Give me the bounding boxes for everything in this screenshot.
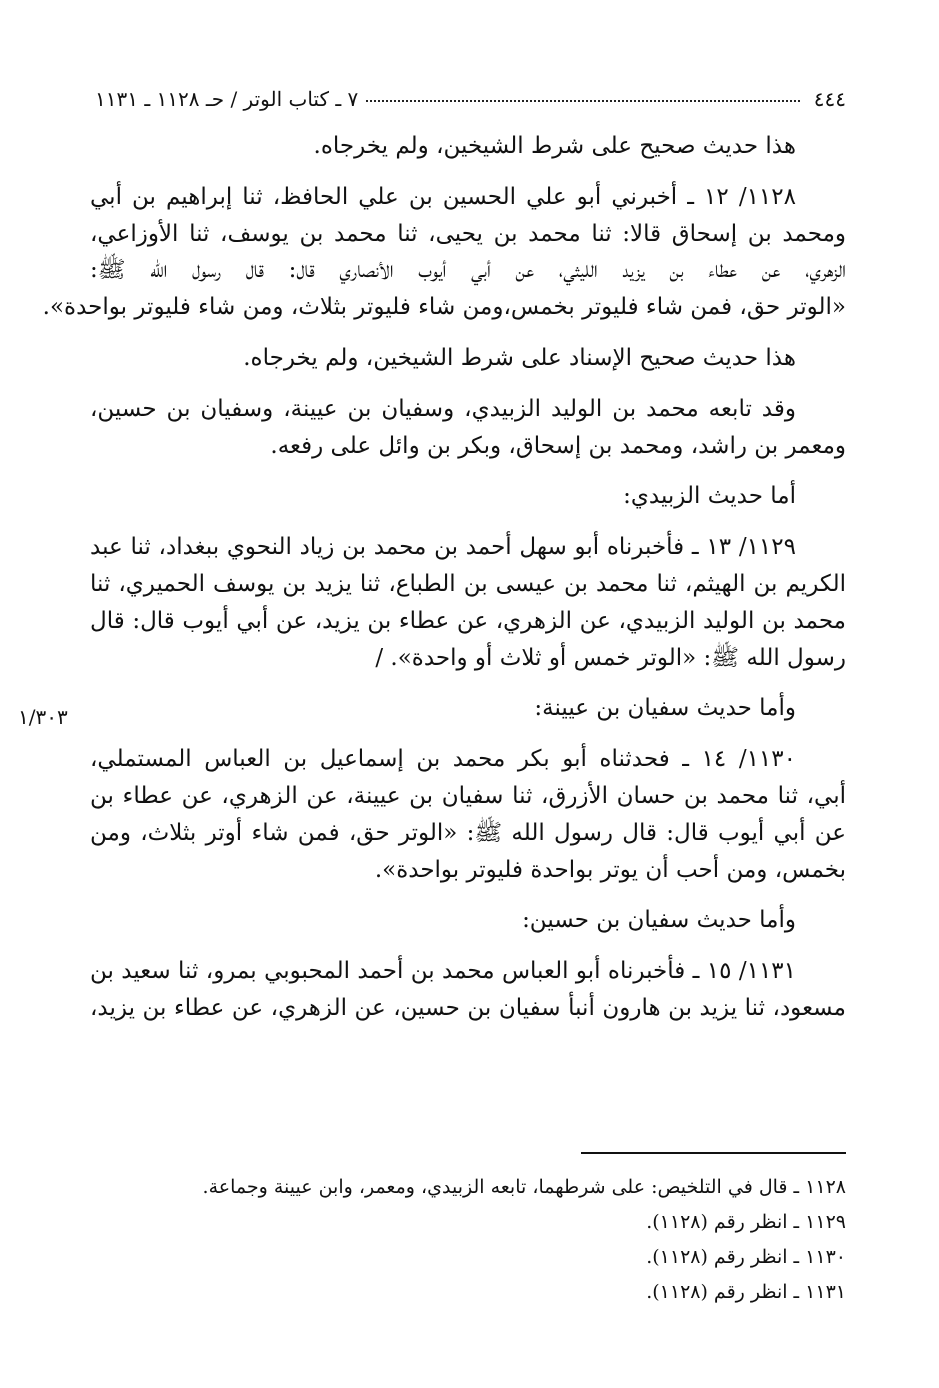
chapter-title: ٧ ـ كتاب الوتر / حـ ١١٢٨ ـ ١١٣١ <box>95 87 359 111</box>
paragraph-gap <box>90 676 846 690</box>
text-line: ومعمر بن راشد، ومحمد بن إسحاق، وبكر بن وائل على رفعه. <box>270 432 846 459</box>
paragraph-gap <box>90 888 846 902</box>
text-line: الزهري، عن عطاء بن يزيد الليثي، عن أبي أيوب الأنصاري قال: قال رسول الله ﷺ: <box>90 257 846 284</box>
text-line: أما حديث الزبيدي: <box>623 483 796 510</box>
text-line: ١١٣١/ ١٥ ـ فأخبرناه أبو العباس محمد بن أحمد المحبوبي بمرو، ثنا سعيد بن <box>90 958 797 985</box>
text-line: عن أبي أيوب قال: قال رسول الله ﷺ: «الوتر حق، فمن شاء أوتر بثلاث، ومن <box>90 819 846 846</box>
text-line: مسعود، ثنا يزيد بن هارون أنبأ سفيان بن حسين، عن الزهري، عن عطاء بن يزيد، <box>90 994 846 1021</box>
text-line: بخمس، ومن أحب أن يوتر بواحدة فليوتر بواحدة». <box>374 856 846 883</box>
page-number: ٤٤٤ <box>813 87 846 111</box>
text-line: وأما حديث سفيان بن عيينة: <box>534 695 796 722</box>
footnote: ١١٢٩ ـ انظر رقم (١١٢٨). <box>646 1211 846 1233</box>
text-line: ١١٢٩/ ١٣ ـ فأخبرناه أبو سهل أحمد بن محمد بن زياد النحوي ببغداد، ثنا عبد <box>90 534 796 561</box>
text-line: ١١٢٨/ ١٢ ـ أخبرني أبو علي الحسين بن علي الحافظ، ثنا إبراهيم بن أبي <box>90 183 796 210</box>
paragraph-gap <box>90 727 846 741</box>
paragraph-gap <box>90 377 846 391</box>
paragraph-gap <box>90 165 846 179</box>
text-line: أبي، ثنا محمد بن حسان الأزرق، ثنا سفيان بن عيينة، عن الزهري، عن عطاء بن <box>90 782 846 809</box>
paragraph-gap <box>90 464 846 478</box>
text-line: محمد بن الوليد الزبيدي، عن الزهري، عن عطاء بن يزيد، عن أبي أيوب قال: قال <box>90 607 846 634</box>
paragraph-gap <box>90 515 846 529</box>
text-line: هذا حديث صحيح على شرط الشيخين، ولم يخرجاه. <box>313 133 796 159</box>
text-line: ومحمد بن إسحاق قالا: ثنا محمد بن يحيى، ثنا محمد بن يوسف، ثنا الأوزاعي، <box>90 220 846 247</box>
margin-reference: ١/٣٠٣ <box>18 705 68 729</box>
text-line: الكريم بن الهيثم، ثنا محمد بن عيسى بن الطباع، ثنا يزيد بن يوسف الحميري، ثنا <box>90 570 846 597</box>
paragraph-gap <box>90 939 846 953</box>
footnotes <box>150 1170 846 1310</box>
paragraph-gap <box>90 326 846 340</box>
footnote: ١١٢٨ ـ قال في التلخيص: على شرطهما، تابعه الزبيدي، ومعمر، وابن عيينة وجماعة. <box>202 1176 846 1198</box>
footnote: ١١٣١ ـ انظر رقم (١١٢٨). <box>646 1281 846 1303</box>
footnote-separator <box>581 1152 846 1154</box>
text-line: هذا حديث صحيح الإسناد على شرط الشيخين، ولم يخرجاه. <box>243 344 796 371</box>
text-line: وأما حديث سفيان بن حسين: <box>522 907 796 934</box>
text-line: رسول الله ﷺ: «الوتر خمس أو ثلاث أو واحدة». / <box>375 644 846 671</box>
footnote: ١١٣٠ ـ انظر رقم (١١٢٨). <box>646 1246 846 1268</box>
text-line: ١١٣٠/ ١٤ ـ فحدثناه أبو بكر محمد بن إسماعيل بن العباس المستملي، <box>90 746 796 773</box>
text-line: «الوتر حق، فمن شاء فليوتر بخمس،ومن شاء فليوتر بثلاث، ومن شاء فليوتر بواحدة». <box>42 294 846 321</box>
text-line: وقد تابعه محمد بن الوليد الزبيدي، وسفيان بن عيينة، وسفيان بن حسين، <box>90 395 796 422</box>
running-header <box>95 84 846 114</box>
header-dot-leader <box>366 100 799 102</box>
